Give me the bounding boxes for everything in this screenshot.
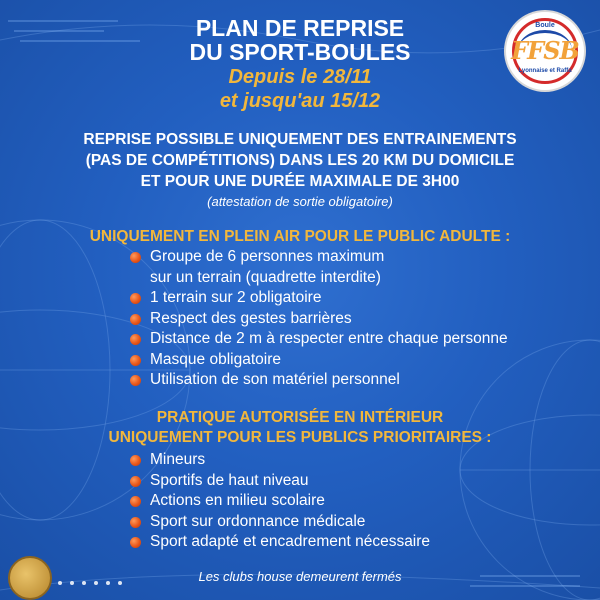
list-item-text: Masque obligatoire [150,350,281,368]
indoor-heading-line-2: UNIQUEMENT POUR LES PUBLICS PRIORITAIRES : [108,429,492,446]
list-item [130,288,508,309]
bullet-icon [130,252,141,263]
list-item-text: Distance de 2 m à respecter entre chaque personne [150,330,508,347]
bullet-icon [130,496,141,507]
list-item [130,247,508,288]
list-item-text: Groupe de 6 personnes maximum [150,248,385,265]
outdoor-heading: UNIQUEMENT EN PLEIN AIR POUR LE PUBLIC ADULTE : [89,228,511,245]
list-item [130,532,430,553]
outdoor-list [130,247,508,391]
logo-subtitle-side: Lyonnaise et Raffa [518,68,572,74]
list-item-text: Mineurs [150,451,206,468]
list-item-text: Sport sur ordonnance médicale [150,512,366,530]
bullet-icon [130,355,141,366]
bullet-icon [130,334,141,345]
indoor-list [130,450,430,553]
date-line-2: et jusqu'au 15/12 [219,90,381,112]
title-line-2: DU SPORT-BOULES [189,39,411,65]
list-item-text: 1 terrain sur 2 obligatoire [150,289,322,306]
list-item-text: Respect des gestes barrières [150,309,352,327]
logo-subtitle-top: Boule [535,22,555,29]
intro-line-2: (PAS DE COMPÉTITIONS) DANS LES 20 KM DU DOMICILE [85,152,515,169]
date-line-1: Depuis le 28/11 [228,66,372,88]
logo-text: FFSB [511,36,579,65]
list-item [130,450,430,471]
list-item [130,309,508,330]
list-item-text: Actions en milieu scolaire [150,492,325,509]
list-item [130,471,430,492]
footer-note: Les clubs house demeurent fermés [198,569,402,584]
list-item-text: Sport adapté et encadrement nécessaire [150,533,431,550]
list-item [130,512,430,533]
bullet-icon [130,537,141,548]
bullet-icon [130,476,141,487]
list-item [130,350,508,371]
bullet-icon [130,375,141,386]
list-item [130,329,508,350]
list-item-text-continued: sur un terrain (quadrette interdite) [150,268,381,286]
bullet-icon [130,455,141,466]
list-item [130,370,508,391]
bullet-icon [130,293,141,304]
intro-line-3: ET POUR UNE DURÉE MAXIMALE DE 3H00 [140,173,460,190]
list-item [130,491,430,512]
indoor-heading-line-1: PRATIQUE AUTORISÉE EN INTÉRIEUR [156,409,444,426]
list-item-text: Utilisation de son matériel personnel [150,371,400,388]
intro-note: (attestation de sortie obligatoire) [207,194,393,209]
bullet-icon [130,314,141,325]
intro-line-1: REPRISE POSSIBLE UNIQUEMENT DES ENTRAINEMENTS [83,131,517,148]
bullet-icon [130,517,141,528]
title-line-1: PLAN DE REPRISE [195,15,405,41]
list-item-text: Sportifs de haut niveau [150,471,309,489]
